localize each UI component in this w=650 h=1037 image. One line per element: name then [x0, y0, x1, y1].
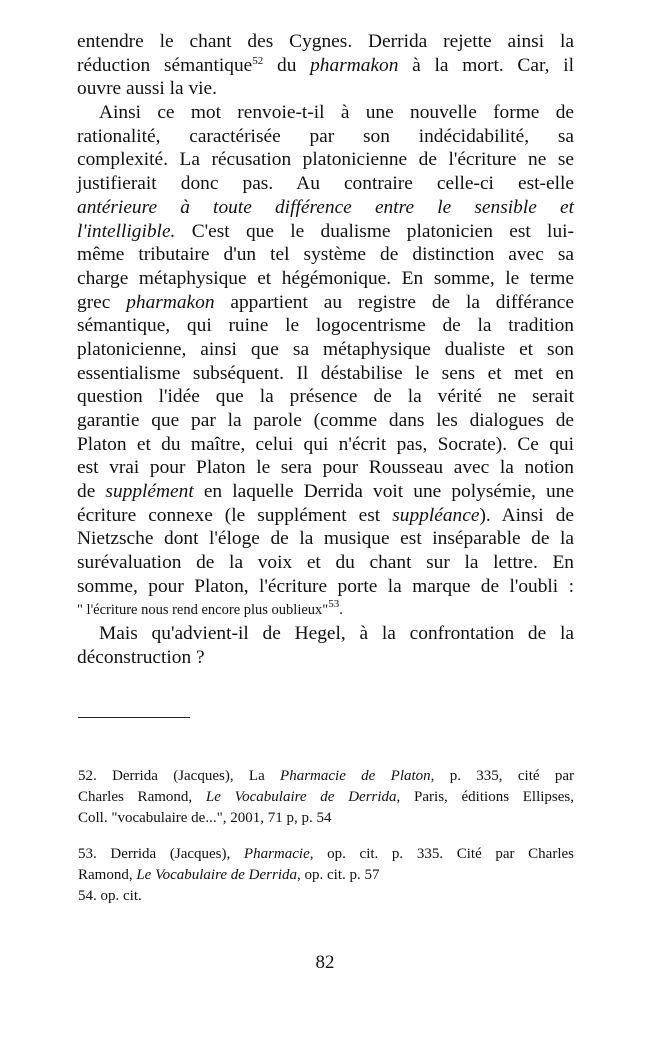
text-segment: ouvre aussi la vie.: [77, 78, 218, 100]
text-segment: " l'écriture nous rend encore plus oublieux": [77, 601, 329, 618]
italic-text: antérieure à toute différence entre le sensible et: [77, 196, 574, 218]
text-line: [77, 101, 574, 125]
main-text: [77, 30, 574, 670]
text-segment: Coll. "vocabulaire de...", 2001, 71 p, p. 54: [78, 810, 332, 826]
text-segment: à la mort. Car, il: [398, 54, 574, 76]
text-line: [77, 243, 574, 267]
text-segment: 53. Derrida (Jacques),: [78, 846, 244, 862]
text-segment: rationalité, caractérisée par son indécidabilité, sa: [77, 125, 574, 147]
footnote-line: [78, 844, 574, 865]
text-line: [77, 527, 574, 551]
footnote-separator: [78, 717, 190, 718]
footnotes: [78, 766, 574, 907]
text-segment: entendre le chant des Cygnes. Derrida rejette ainsi la: [77, 31, 574, 52]
text-line: [77, 433, 574, 457]
text-segment: est vrai pour Platon le sera pour Rousseau avec la notion: [77, 457, 574, 479]
text-segment: 52. Derrida (Jacques), La: [78, 768, 281, 784]
text-line: [77, 409, 574, 433]
italic-text: supplément: [105, 481, 194, 503]
text-segment: déconstruction ?: [77, 646, 205, 668]
text-segment: justifierait donc pas. Au contraire celle-ci est-elle: [77, 173, 574, 195]
text-line: [77, 646, 574, 670]
italic-text: Pharmacie: [243, 846, 310, 862]
text-line: [77, 54, 574, 78]
text-segment: charge métaphysique et hégémonique. En somme, le terme: [77, 267, 574, 289]
text-segment: Charles Ramond,: [78, 789, 206, 805]
text-segment: surévaluation de la voix et du chant sur la lettre. En: [77, 552, 574, 574]
text-segment: complexité. La récusation platonicienne de l'écriture ne se: [77, 149, 574, 171]
text-segment: , op. cit. p. 335. Cité par Charles: [309, 846, 574, 862]
page-number: 82: [315, 952, 335, 973]
text-segment: Ramond,: [78, 867, 137, 883]
text-segment: sémantique, qui ruine le logocentrisme de la tradition: [77, 315, 574, 337]
italic-text: Le Vocabulaire de Derrida: [205, 789, 397, 805]
text-line: [77, 362, 574, 386]
text-segment: platonicienne, ainsi que sa métaphysique dualiste et son: [77, 338, 574, 360]
footnote-line: [78, 865, 574, 886]
footnote-line: [78, 886, 574, 907]
text-line: [77, 338, 574, 362]
text-segment: écriture connexe (le supplément est: [77, 504, 393, 526]
text-line: [77, 599, 574, 623]
italic-text: pharmakon: [310, 54, 399, 76]
footnote-gap: [78, 829, 574, 844]
text-segment: Nietzsche dont l'éloge de la musique est inséparable de la: [77, 528, 574, 550]
text-segment: Ainsi ce mot renvoie-t-il à une nouvelle forme de: [99, 102, 574, 124]
italic-text: Le Vocabulaire de Derrida: [136, 867, 298, 883]
text-line: [77, 196, 574, 220]
text-segment: question l'idée que la présence de la vérité ne serait: [77, 386, 574, 408]
text-line: [77, 314, 574, 338]
text-segment: grec: [77, 291, 127, 313]
text-line: [77, 267, 574, 291]
text-line: [77, 551, 574, 575]
italic-text: pharmakon: [126, 291, 215, 313]
footnote-reference: 53: [328, 597, 340, 610]
text-segment: en laquelle Derrida voit une polysémie, une: [193, 481, 575, 503]
text-segment: .: [339, 601, 343, 618]
text-segment: , p. 335, cité par: [430, 768, 574, 784]
footnote-line: [78, 808, 574, 829]
text-line: [77, 148, 574, 172]
footnote-reference: 52: [252, 54, 264, 67]
text-segment: , op. cit. p. 57: [297, 867, 380, 883]
text-line: [77, 172, 574, 196]
text-line: [77, 504, 574, 528]
text-segment: même tributaire d'un tel système de distinction avec sa: [77, 244, 574, 266]
text-segment: du: [263, 54, 311, 76]
text-line: [77, 30, 574, 54]
text-line: [77, 456, 574, 480]
text-line: [77, 291, 574, 315]
text-segment: , Paris, éditions Ellipses,: [396, 789, 575, 805]
text-segment: essentialisme subséquent. Il déstabilise le sens et met en: [77, 362, 574, 384]
text-segment: somme, pour Platon, l'écriture porte la marque de l'oubli :: [77, 575, 574, 597]
text-segment: ). Ainsi de: [479, 504, 574, 526]
text-segment: 54. op. cit.: [78, 888, 142, 904]
italic-text: l'intelligible.: [77, 220, 176, 242]
italic-text: suppléance: [392, 504, 480, 526]
text-line: [77, 77, 574, 101]
text-line: [77, 480, 574, 504]
text-segment: C'est que le dualisme platonicien est lui-: [175, 220, 574, 242]
text-segment: garantie que par la parole (comme dans les dialogues de: [77, 410, 574, 431]
footnote-line: [78, 787, 574, 808]
text-line: [77, 575, 574, 599]
footnote-line: [78, 766, 574, 787]
text-line: [77, 220, 574, 244]
text-line: [77, 125, 574, 149]
text-segment: réduction sémantique: [77, 54, 253, 76]
text-segment: de: [77, 481, 106, 503]
text-segment: Platon et du maître, celui qui n'écrit pas, Socrate). Ce qui: [77, 433, 574, 455]
text-segment: appartient au registre de la différance: [214, 291, 575, 313]
italic-text: Pharmacie de Platon: [280, 768, 431, 784]
text-line: [77, 622, 574, 646]
text-line: [77, 385, 574, 409]
text-segment: Mais qu'advient-il de Hegel, à la confrontation de la: [99, 623, 574, 645]
